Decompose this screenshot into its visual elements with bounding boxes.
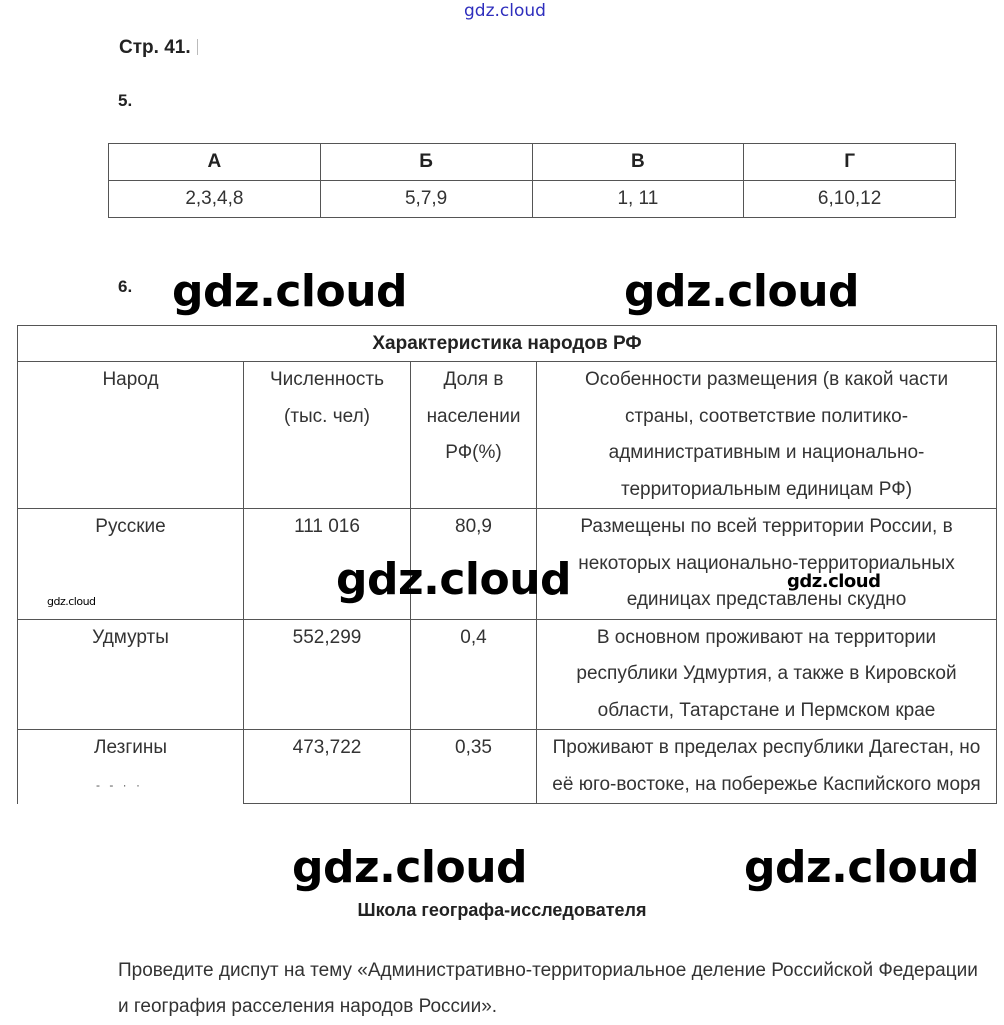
cell-notes: Проживают в пределах республики Дагестан, но её юго-востоке, на побережье Каспийского моря bbox=[537, 730, 997, 804]
answer-table-task-5 bbox=[108, 143, 956, 218]
answer-header-b: Б bbox=[320, 144, 532, 181]
cell-count: 473,722 bbox=[244, 730, 411, 804]
task-6-number: 6. bbox=[118, 277, 133, 296]
answer-header-v: В bbox=[532, 144, 744, 181]
column-header-notes: Особенности размещения (в какой части страны, соответствие политико-административным и национально-территориальным единицам РФ) bbox=[537, 362, 997, 509]
section-title: Школа географа-исследователя bbox=[357, 900, 647, 920]
scan-erased-area bbox=[18, 786, 243, 846]
answer-value-g: 6,10,12 bbox=[744, 181, 956, 218]
scan-erased-area bbox=[243, 846, 273, 849]
assignment-text: Проведите диспут на тему «Административно-территориальное деление Российской Федерации и география расселения народов России». bbox=[118, 960, 978, 1017]
cell-share: 0,35 bbox=[411, 730, 537, 804]
watermark: gdz.cloud bbox=[744, 842, 980, 893]
watermark: gdz.cloud bbox=[172, 266, 408, 317]
column-header-people: Народ bbox=[18, 362, 244, 509]
cell-count: 111 016 bbox=[244, 509, 411, 620]
page-reference-text: Стр. 41. bbox=[119, 37, 191, 58]
peoples-table-caption: Характеристика народов РФ bbox=[18, 326, 997, 362]
cell-people: Удмурты bbox=[18, 619, 244, 730]
cell-count: 552,299 bbox=[244, 619, 411, 730]
watermark: gdz.cloud bbox=[787, 571, 881, 592]
cell-notes: Размещены по всей территории России, в некоторых национально-территориальных единицах представлены скудно bbox=[537, 509, 997, 620]
peoples-table-caption-row bbox=[18, 326, 997, 362]
text-cursor bbox=[197, 39, 198, 55]
cell-people: Русские bbox=[18, 509, 244, 620]
watermark: gdz.cloud bbox=[292, 842, 528, 893]
answer-table-header-row bbox=[109, 144, 956, 181]
answer-header-a: А bbox=[109, 144, 321, 181]
answer-table-value-row bbox=[109, 181, 956, 218]
task-5-number: 5. bbox=[118, 91, 133, 110]
cell-people: Лезгины bbox=[18, 730, 244, 804]
cell-share: 80,9 bbox=[411, 509, 537, 620]
table-row bbox=[18, 619, 997, 730]
watermark: gdz.cloud bbox=[336, 554, 572, 605]
page-reference bbox=[119, 37, 198, 59]
column-header-count: Численность (тыс. чел) bbox=[244, 362, 411, 509]
column-header-share: Доля в населении РФ(%) bbox=[411, 362, 537, 509]
answer-header-g: Г bbox=[744, 144, 956, 181]
answer-value-b: 5,7,9 bbox=[320, 181, 532, 218]
watermark: gdz.cloud bbox=[624, 266, 860, 317]
scan-artifact: - - · · bbox=[96, 778, 143, 792]
cell-notes: В основном проживают на территории республики Удмуртия, а также в Кировской области, Татарстане и Пермском крае bbox=[537, 619, 997, 730]
peoples-table-header-row bbox=[18, 362, 997, 509]
watermark: gdz.cloud bbox=[47, 595, 96, 608]
cell-share: 0,4 bbox=[411, 619, 537, 730]
watermark-top: gdz.cloud bbox=[464, 1, 546, 21]
answer-value-v: 1, 11 bbox=[532, 181, 744, 218]
answer-value-a: 2,3,4,8 bbox=[109, 181, 321, 218]
